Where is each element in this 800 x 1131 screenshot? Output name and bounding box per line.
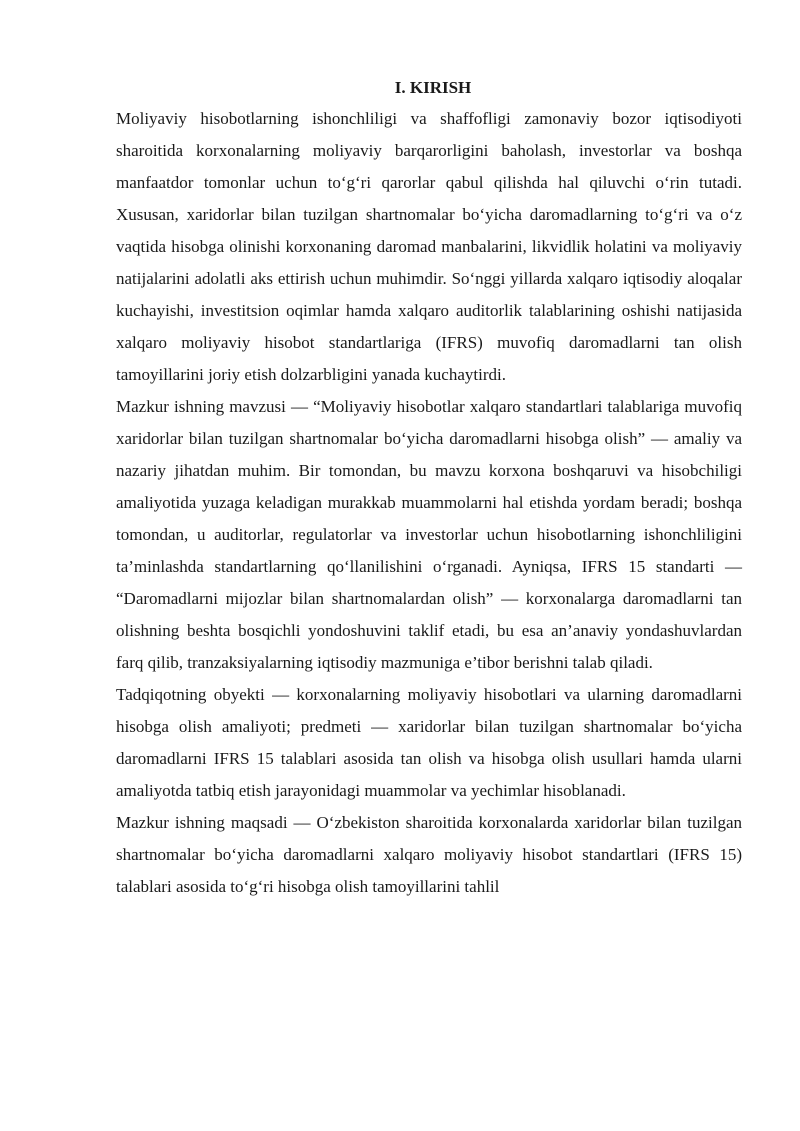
document-page bbox=[116, 73, 742, 903]
paragraph-2: Mazkur ishning mavzusi — “Moliyaviy hisobotlar xalqaro standartlari talablariga muvofiq xaridorlar bilan tuzilgan shartnomalar bo‘yicha daromadlarni hisobga olish” — amaliy va nazariy jihatdan muhim. Bir tomondan, bu mavzu korxona boshqaruvi va hisobchiligi amaliyotida yuzaga keladigan murakkab muammolarni hal etishda yordam beradi; boshqa tomondan, u auditorlar, regulatorlar va investorlar uchun hisobotlarning ishonchliligini ta’minlashda standartlarning qo‘llanilishini o‘rganadi. Ayniqsa, IFRS 15 standarti — “Daromadlarni mijozlar bilan shartnomalardan olish” — korxonalarga daromadlarni tan olishning beshta bosqichli yondoshuvini taklif etadi, bu esa an’anaviy yondashuvlardan farq qilib, tranzaksiyalarning iqtisodiy mazmuniga e’tibor berishni talab qiladi. bbox=[116, 397, 742, 672]
paragraph-4: Mazkur ishning maqsadi — O‘zbekiston sharoitida korxonalarda xaridorlar bilan tuzilgan shartnomalar bo‘yicha daromadlarni xalqaro moliyaviy hisobot standartlari (IFRS 15) talablari asosida to‘g‘ri hisobga olish tamoyillarini tahlil bbox=[116, 813, 742, 896]
paragraph-3: Tadqiqotning obyekti — korxonalarning moliyaviy hisobotlari va ularning daromadlarni hisobga olish amaliyoti; predmeti — xaridorlar bilan tuzilgan shartnomalar bo‘yicha daromadlarni IFRS 15 talablari asosida tan olish va hisobga olish usullari hamda ularni amaliyotda tatbiq etish jarayonidagi muammolar va yechimlar hisoblanadi. bbox=[116, 685, 742, 800]
paragraph-1: Moliyaviy hisobotlarning ishonchliligi va shaffofligi zamonaviy bozor iqtisodiyoti sharoitida korxonalarning moliyaviy barqarorligini baholash, investorlar va boshqa manfaatdor tomonlar uchun to‘g‘ri qarorlar qabul qilishda hal qiluvchi o‘rin tutadi. Xususan, xaridorlar bilan tuzilgan shartnomalar bo‘yicha daromadlarning to‘g‘ri va o‘z vaqtida hisobga olinishi korxonaning daromad manbalarini, likvidlik holatini va moliyaviy natijalarini adolatli aks ettirish uchun muhimdir. So‘nggi yillarda xalqaro iqtisodiy aloqalar kuchayishi, investitsion oqimlar hamda xalqaro auditorlik talablarining oshishi natijasida xalqaro moliyaviy hisobot standartlariga (IFRS) muvofiq daromadlarni tan olish tamoyillarini joriy etish dolzarbligini yanada kuchaytirdi. bbox=[116, 109, 742, 384]
section-heading: I. KIRISH bbox=[394, 78, 472, 97]
